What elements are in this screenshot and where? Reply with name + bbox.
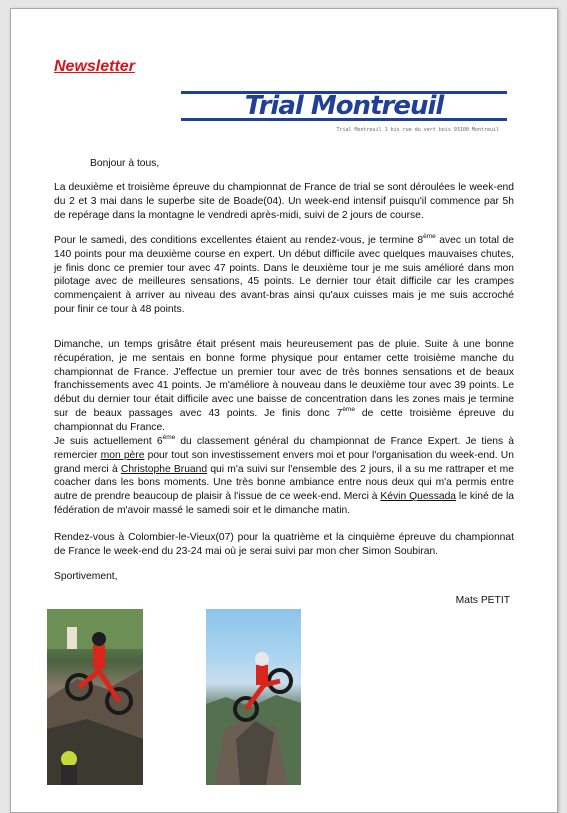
link-kevin-quessada[interactable]: Kévin Quessada — [380, 491, 457, 503]
paragraph-next-event: Rendez-vous à Colombier-le-Vieux(07) pour la quatrième et la cinquième épreuve du championnat de France le week-end du 23-24 mai où je serai suivi par mon cher Simon Soubiran. — [54, 532, 514, 557]
newsletter-page — [10, 8, 558, 813]
greeting: Bonjour à tous, — [90, 158, 160, 169]
paragraph-intro: La deuxième et troisième épreuve du championnat de France de trial se sont déroulées le week-end du 2 et 3 mai dans le superbe site de Boade(04). Un week-end intensif puisqu'il commence par 5h de repérage dans la montagne le vendredi après-midi, suivi de 2 jours de course. — [54, 182, 514, 221]
paragraph-thanks: Je suis actuellement 6ème du classement général du championnat de France Expert. Je tiens à remercier mon père pour tout son investissement envers moi et pour l'organisation du week-end. Un grand merci à Christophe Bruand qui m'a suivi sur l'ensemble des 2 jours, il a su me rattraper et me coacher dans les bons moments. Une très bonne ambiance entre nous deux qui m'a permis entre autre de prendre beaucoup de plaisir à l'issue de ce week-end. Merci à Kévin Quessada le kiné de la fédération de m'avoir massé le samedi soir et le dimanche matin. — [54, 434, 514, 516]
signature: Mats PETIT — [455, 595, 510, 606]
rider-photo-1 — [47, 609, 143, 785]
paragraph-sunday: Dimanche, un temps grisâtre était présent mais heureusement pas de pluie. Suite à une bonne récupération, je me sentais en bonne forme physique pour entamer cette troisième manche du championnat de France. J'effectue un premier tour avec de très bonnes sensations et de beaux franchissements avec 41 points. Je m'améliore à nouveau dans le deuxième tour avec 39 points. Le début du dernier tour était difficile avec une baisse de concentration dans les zones mais je termine sur de beaux passages avec 43 points. Je finis donc 7ème de cette troisième épreuve du championnat du France. — [54, 339, 514, 433]
trial-montreuil-logo — [181, 91, 507, 147]
link-mon-pere[interactable]: mon père — [100, 449, 145, 461]
rider-photo-2 — [206, 609, 301, 785]
closing: Sportivement, — [54, 571, 118, 582]
paragraph-saturday: Pour le samedi, des conditions excellentes étaient au rendez-vous, je termine 8ème avec un total de 140 points pour ma deuxième course en expert. Un début difficile avec quelques mauvaises chutes, je finis donc ce premier tour avec 47 points. Dans le deuxième tour je me suis amélioré dans mon pilotage avec de meilleures sensations, 45 points. Le dernier tour était difficile car les crampes commençaient à arriver au niveau des avant-bras ainsi qu'aux cuisses mais je me suis accroché pour finir ce tour à 48 points. — [54, 233, 515, 315]
newsletter-title: Newsletter — [54, 58, 135, 75]
link-christophe-bruand[interactable]: Christophe Bruand — [120, 463, 208, 475]
trial-rider-illustration-2 — [206, 609, 301, 785]
logo-reflection — [181, 108, 507, 123]
logo-brand-text: Trial Montreuil — [181, 91, 507, 121]
trial-rider-illustration — [47, 609, 143, 785]
logo-address: Trial Montreuil 1 bis rue du vert bois 93100 Montreuil — [336, 127, 499, 133]
